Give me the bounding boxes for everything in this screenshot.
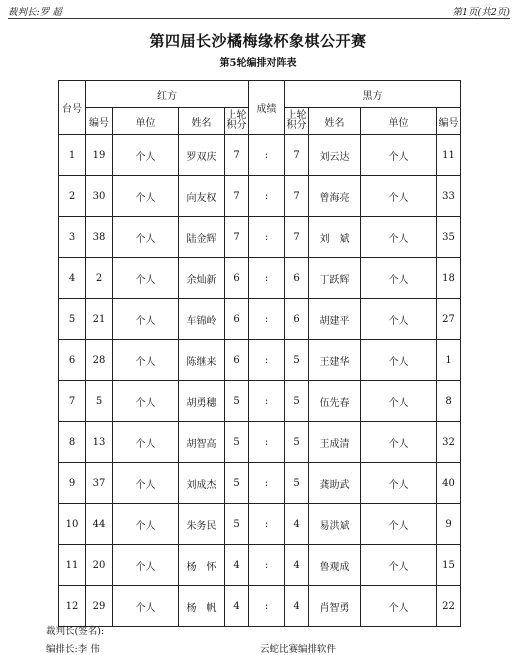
cell-black-unit: 个人 (361, 422, 437, 463)
cell-black-prev-score: 4 (285, 545, 309, 586)
cell-red-name: 胡智高 (179, 422, 225, 463)
cell-black-name: 丁跃辉 (309, 258, 361, 299)
cell-red-number: 28 (86, 340, 113, 381)
cell-black-number: 22 (437, 586, 461, 627)
table-row (59, 340, 461, 381)
cell-black-prev-score: 4 (285, 586, 309, 627)
cell-result: : (249, 258, 285, 299)
cell-table-number: 9 (59, 463, 86, 504)
cell-black-number: 15 (437, 545, 461, 586)
arranger-label: 编排长:李 伟 (46, 644, 100, 655)
cell-black-prev-score: 6 (285, 258, 309, 299)
cell-red-unit: 个人 (113, 258, 179, 299)
cell-black-prev-score: 7 (285, 217, 309, 258)
cell-red-number: 21 (86, 299, 113, 340)
cell-red-unit: 个人 (113, 422, 179, 463)
cell-black-prev-score: 4 (285, 504, 309, 545)
header-black-name: 姓名 (309, 108, 361, 135)
header-black-side: 黑方 (285, 81, 461, 108)
software-credit: 云蛇比赛编排软件 (260, 644, 337, 655)
cell-black-prev-score: 7 (285, 176, 309, 217)
cell-result: : (249, 381, 285, 422)
cell-result: : (249, 299, 285, 340)
header-red-unit: 单位 (113, 108, 179, 135)
table-row (59, 586, 461, 627)
cell-black-name: 肖智勇 (309, 586, 361, 627)
cell-black-name: 王成清 (309, 422, 361, 463)
pairing-table (58, 80, 461, 627)
cell-black-name: 胡建平 (309, 299, 361, 340)
cell-table-number: 12 (59, 586, 86, 627)
cell-black-name: 王建华 (309, 340, 361, 381)
cell-red-name: 朱务民 (179, 504, 225, 545)
cell-red-unit: 个人 (113, 217, 179, 258)
cell-red-prev-score: 6 (225, 340, 249, 381)
cell-black-prev-score: 5 (285, 422, 309, 463)
cell-red-number: 38 (86, 217, 113, 258)
header-black-prev-score: 上轮积分 (285, 108, 309, 135)
cell-black-number: 35 (437, 217, 461, 258)
cell-red-unit: 个人 (113, 340, 179, 381)
cell-red-prev-score: 5 (225, 381, 249, 422)
table-row (59, 217, 461, 258)
cell-table-number: 10 (59, 504, 86, 545)
cell-black-prev-score: 6 (285, 299, 309, 340)
cell-red-number: 2 (86, 258, 113, 299)
cell-red-number: 44 (86, 504, 113, 545)
cell-result: : (249, 217, 285, 258)
cell-black-name: 易洪斌 (309, 504, 361, 545)
table-row (59, 463, 461, 504)
cell-red-prev-score: 5 (225, 463, 249, 504)
cell-red-number: 30 (86, 176, 113, 217)
cell-red-prev-score: 5 (225, 422, 249, 463)
cell-red-unit: 个人 (113, 135, 179, 176)
cell-black-unit: 个人 (361, 381, 437, 422)
table-row (59, 135, 461, 176)
cell-red-name: 杨 怀 (179, 545, 225, 586)
cell-result: : (249, 545, 285, 586)
cell-table-number: 2 (59, 176, 86, 217)
cell-black-unit: 个人 (361, 135, 437, 176)
cell-table-number: 3 (59, 217, 86, 258)
cell-red-name: 向友权 (179, 176, 225, 217)
header-black-number: 编号 (437, 108, 461, 135)
cell-black-unit: 个人 (361, 176, 437, 217)
cell-black-prev-score: 5 (285, 381, 309, 422)
cell-red-name: 胡勇穗 (179, 381, 225, 422)
cell-red-number: 20 (86, 545, 113, 586)
cell-red-prev-score: 7 (225, 135, 249, 176)
cell-result: : (249, 340, 285, 381)
header-red-name: 姓名 (179, 108, 225, 135)
document-subtitle: 第5轮编排对阵表 (219, 58, 297, 69)
header-table-number: 台号 (59, 81, 86, 135)
cell-black-name: 刘云达 (309, 135, 361, 176)
cell-black-number: 11 (437, 135, 461, 176)
cell-result: : (249, 463, 285, 504)
cell-red-prev-score: 4 (225, 545, 249, 586)
table-row (59, 545, 461, 586)
cell-black-unit: 个人 (361, 545, 437, 586)
cell-black-prev-score: 5 (285, 340, 309, 381)
cell-red-name: 余灿新 (179, 258, 225, 299)
cell-black-name: 曾海亮 (309, 176, 361, 217)
table-row (59, 176, 461, 217)
cell-black-number: 8 (437, 381, 461, 422)
cell-red-number: 5 (86, 381, 113, 422)
header-black-unit: 单位 (361, 108, 437, 135)
cell-red-unit: 个人 (113, 176, 179, 217)
cell-red-unit: 个人 (113, 586, 179, 627)
cell-red-name: 陆金辉 (179, 217, 225, 258)
cell-result: : (249, 586, 285, 627)
document-title: 第四届长沙橘梅缘杯象棋公开赛 (149, 32, 367, 50)
cell-red-prev-score: 5 (225, 504, 249, 545)
cell-red-number: 19 (86, 135, 113, 176)
header-red-number: 编号 (86, 108, 113, 135)
cell-black-number: 27 (437, 299, 461, 340)
cell-black-prev-score: 7 (285, 135, 309, 176)
cell-result: : (249, 504, 285, 545)
cell-result: : (249, 135, 285, 176)
cell-table-number: 5 (59, 299, 86, 340)
cell-red-prev-score: 6 (225, 258, 249, 299)
cell-black-unit: 个人 (361, 258, 437, 299)
header-red-side: 红方 (86, 81, 249, 108)
cell-table-number: 11 (59, 545, 86, 586)
page-number: 第1页(共2页) (452, 7, 510, 18)
cell-red-prev-score: 6 (225, 299, 249, 340)
table-row (59, 258, 461, 299)
cell-black-name: 龚助武 (309, 463, 361, 504)
table-row (59, 299, 461, 340)
cell-black-unit: 个人 (361, 299, 437, 340)
cell-black-name: 鲁观成 (309, 545, 361, 586)
cell-black-name: 刘 斌 (309, 217, 361, 258)
cell-black-number: 40 (437, 463, 461, 504)
cell-red-number: 37 (86, 463, 113, 504)
table-row (59, 422, 461, 463)
cell-table-number: 6 (59, 340, 86, 381)
cell-black-number: 18 (437, 258, 461, 299)
cell-result: : (249, 422, 285, 463)
cell-red-prev-score: 7 (225, 217, 249, 258)
cell-red-name: 罗双庆 (179, 135, 225, 176)
cell-red-name: 陈继来 (179, 340, 225, 381)
cell-black-number: 33 (437, 176, 461, 217)
cell-red-unit: 个人 (113, 545, 179, 586)
cell-result: : (249, 176, 285, 217)
cell-black-number: 1 (437, 340, 461, 381)
cell-table-number: 7 (59, 381, 86, 422)
cell-red-prev-score: 7 (225, 176, 249, 217)
cell-black-unit: 个人 (361, 340, 437, 381)
cell-red-number: 13 (86, 422, 113, 463)
pairing-rows (59, 135, 461, 627)
cell-black-unit: 个人 (361, 586, 437, 627)
table-row (59, 381, 461, 422)
cell-red-unit: 个人 (113, 463, 179, 504)
cell-black-unit: 个人 (361, 504, 437, 545)
chief-referee-header: 裁判长:罗 超 (8, 7, 62, 18)
header-result: 成绩 (249, 81, 285, 135)
cell-red-name: 刘成杰 (179, 463, 225, 504)
cell-black-unit: 个人 (361, 463, 437, 504)
header-red-prev-score: 上轮积分 (225, 108, 249, 135)
page-header (8, 2, 510, 19)
cell-black-number: 9 (437, 504, 461, 545)
cell-table-number: 1 (59, 135, 86, 176)
cell-red-unit: 个人 (113, 381, 179, 422)
cell-red-number: 29 (86, 586, 113, 627)
cell-black-unit: 个人 (361, 217, 437, 258)
cell-table-number: 8 (59, 422, 86, 463)
cell-red-name: 车锦岭 (179, 299, 225, 340)
referee-signature-label: 裁判长(签名): (46, 626, 105, 637)
cell-red-name: 杨 帆 (179, 586, 225, 627)
cell-red-unit: 个人 (113, 299, 179, 340)
cell-black-number: 32 (437, 422, 461, 463)
cell-table-number: 4 (59, 258, 86, 299)
cell-black-prev-score: 5 (285, 463, 309, 504)
cell-black-name: 伍先春 (309, 381, 361, 422)
table-row (59, 504, 461, 545)
cell-red-prev-score: 4 (225, 586, 249, 627)
cell-red-unit: 个人 (113, 504, 179, 545)
